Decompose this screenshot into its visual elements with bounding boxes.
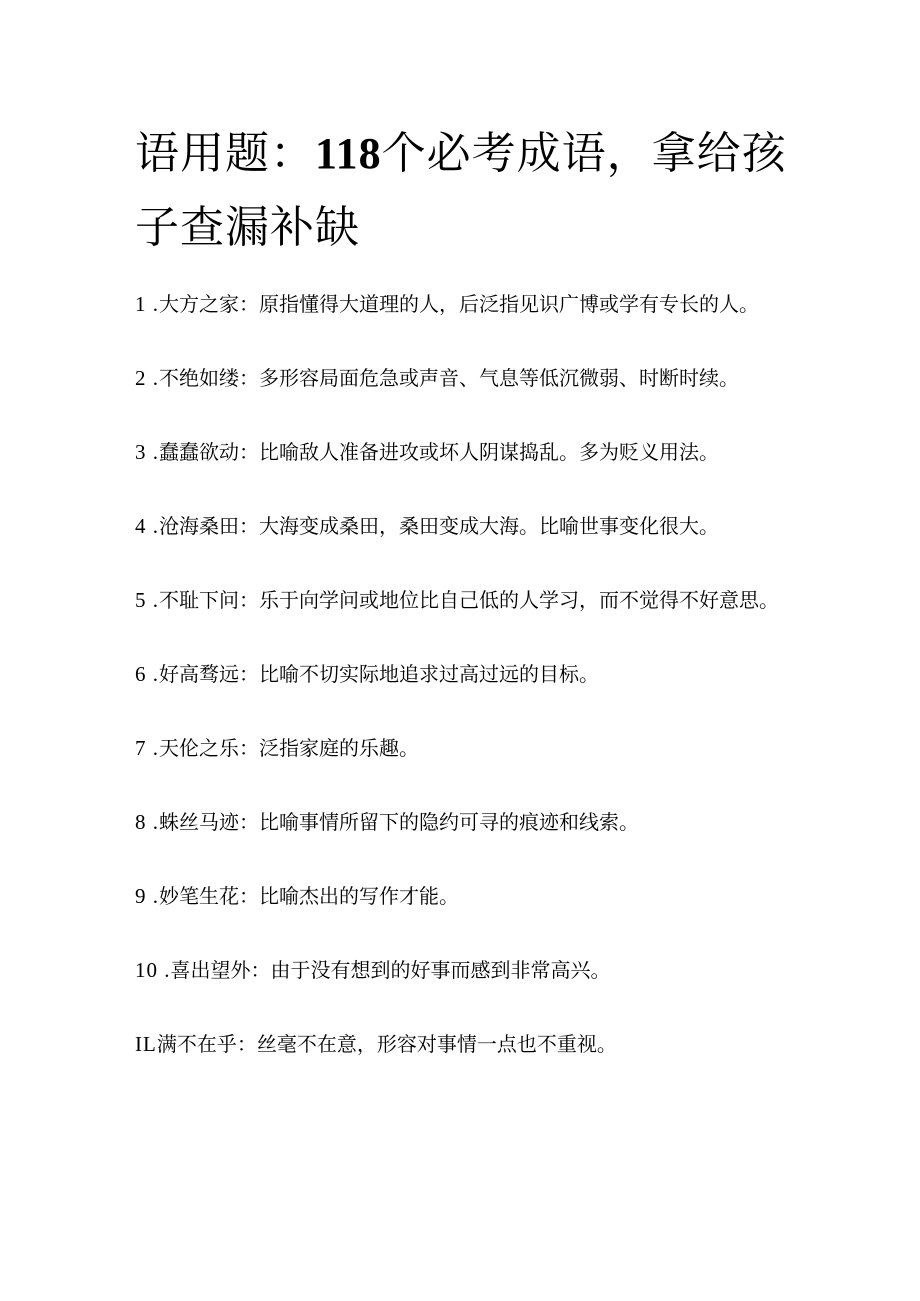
title-prefix: 语用题： [135,128,315,179]
idiom-entry-9 [135,872,785,920]
idiom-list [135,280,785,1094]
idiom-entry-6 [135,650,785,698]
entry-index: 6 . [135,662,159,686]
entry-text: 满不在乎：丝毫不在意，形容对事情一点也不重视。 [156,1032,617,1056]
entry-index: 7 . [135,736,159,760]
entry-index: 8 . [135,810,159,834]
document-title [135,117,795,265]
idiom-entry-5 [135,576,785,624]
title-number: 118 [315,129,382,178]
idiom-entry-11 [135,1020,785,1068]
entry-text: 天伦之乐：泛指家庭的乐趣。 [159,736,419,760]
idiom-entry-7 [135,724,785,772]
entry-index: 1 . [135,292,159,316]
entry-text: 不绝如缕：多形容局面危急或声音、气息等低沉微弱、时断时续。 [159,366,739,390]
entry-text: 不耻下问：乐于向学问或地位比自己低的人学习，而不觉得不好意思。 [159,588,779,612]
idiom-entry-1 [135,280,785,328]
entry-text: 蛛丝马迹：比喻事情所留下的隐约可寻的痕迹和线索。 [159,810,639,834]
entry-index: 2 . [135,366,159,390]
idiom-entry-8 [135,798,785,846]
entry-index: 9 . [135,884,159,908]
entry-index: 4 . [135,514,159,538]
title-suffix: 个必考成语，拿给孩子查漏补缺 [135,128,787,253]
entry-text: 喜出望外：由于没有想到的好事而感到非常高兴。 [170,958,611,982]
entry-text: 妙笔生花：比喻杰出的写作才能。 [159,884,459,908]
entry-index: 5 . [135,588,159,612]
entry-text: 沧海桑田：大海变成桑田，桑田变成大海。比喻世事变化很大。 [159,514,719,538]
entry-text: 蠢蠢欲动：比喻敌人准备进攻或坏人阴谋捣乱。多为贬义用法。 [159,440,719,464]
entry-text: 大方之家：原指懂得大道理的人，后泛指见识广博或学有专长的人。 [159,292,759,316]
entry-text: 好高骛远：比喻不切实际地追求过高过远的目标。 [159,662,599,686]
entry-index: IL [135,1032,157,1056]
entry-index: 10 . [135,958,171,982]
entry-index: 3 . [135,440,159,464]
idiom-entry-3 [135,428,785,476]
idiom-entry-4 [135,502,785,550]
idiom-entry-2 [135,354,785,402]
idiom-entry-10 [135,946,785,994]
